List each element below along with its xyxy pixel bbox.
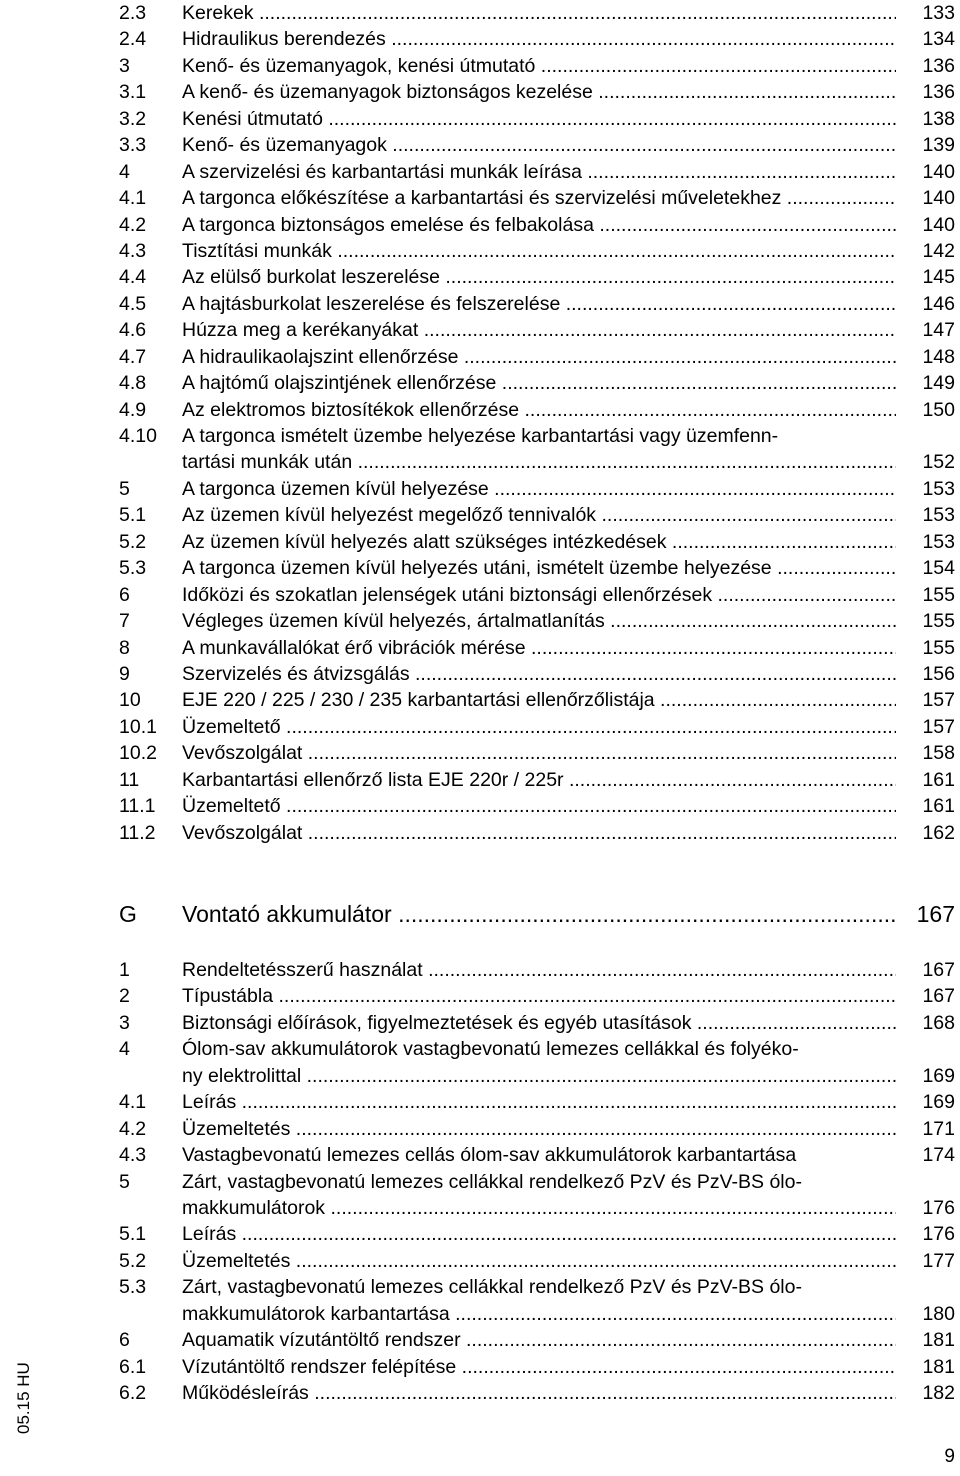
toc-entry-title: A szervizelési és karbantartási munkák leírása .....: [182, 159, 896, 185]
toc-entry-title: A targonca előkészítése a karbantartási és szervizelési műveletekhez .....: [182, 185, 896, 211]
toc-entry[interactable]: [119, 423, 955, 476]
toc-entry[interactable]: [119, 1221, 955, 1247]
toc-entry-number: 10.2: [119, 742, 157, 765]
toc-entry-title: Zárt, vastagbevonatú lemezes cellákkal rendelkező PzV és PzV-BS ólo-: [182, 1276, 802, 1299]
toc-entry[interactable]: [119, 608, 955, 634]
toc-entry-title: Kenési útmutató .....: [182, 106, 896, 132]
toc-entry[interactable]: [119, 159, 955, 185]
toc-entry-page: 167: [922, 985, 955, 1008]
section-number: G: [119, 901, 137, 927]
toc-entry-page: 174: [922, 1144, 955, 1167]
toc-entry[interactable]: [119, 1248, 955, 1274]
toc-entry-title: Üzemeltető .....: [182, 714, 896, 740]
toc-entry-page: 133: [922, 2, 955, 24]
toc-entry-title-continued: ny elektrolittal .....: [182, 1063, 896, 1089]
toc-entry-page: 167: [922, 959, 955, 981]
toc-entry[interactable]: [119, 957, 955, 983]
toc-entry-page: 150: [922, 398, 955, 421]
toc-entry-page: 158: [922, 742, 955, 765]
toc-entry[interactable]: [119, 212, 955, 238]
toc-entry-number: 3.3: [119, 134, 147, 157]
toc-entry-page: 153: [922, 530, 955, 553]
toc-entry-page: 153: [922, 477, 955, 500]
toc-entry-page: 145: [922, 266, 955, 289]
toc-entry[interactable]: [119, 291, 955, 317]
toc-entry-number: 11: [119, 768, 140, 791]
toc-entry[interactable]: [119, 238, 955, 264]
toc-entry-title: Aquamatik vízutántöltő rendszer .....: [182, 1327, 896, 1353]
toc-entry-number: 5.3: [119, 1276, 147, 1299]
toc-list-part1: [119, 0, 955, 846]
toc-entry[interactable]: [119, 1010, 955, 1036]
toc-entry[interactable]: [119, 714, 955, 740]
toc-entry-title: Tisztítási munkák .....: [182, 238, 896, 264]
toc-entry[interactable]: [119, 740, 955, 766]
toc-entry-page: 161: [922, 795, 955, 818]
page-number: 9: [944, 1446, 955, 1467]
toc-entry-number: 5.1: [119, 504, 147, 527]
toc-entry-number: 2.4: [119, 28, 147, 51]
toc-entry[interactable]: [119, 1036, 955, 1089]
toc-section-g[interactable]: [119, 896, 955, 932]
toc-entry-page: 157: [922, 689, 955, 712]
toc-entry-title: A hajtómű olajszintjének ellenőrzése .....: [182, 370, 896, 396]
toc-entry-number: 5.2: [119, 1249, 147, 1272]
toc-entry-title: Leírás .....: [182, 1089, 896, 1115]
toc-entry[interactable]: [119, 264, 955, 290]
toc-entry-number: 3.2: [119, 107, 147, 130]
toc-entry-page: 162: [922, 821, 955, 844]
toc-entry[interactable]: [119, 983, 955, 1009]
toc-entry-title: Kerekek .....: [182, 0, 896, 26]
toc-entry-page: 142: [922, 239, 955, 262]
toc-entry-number: 8: [119, 636, 130, 659]
toc-entry-number: 1: [119, 959, 130, 981]
toc-entry-title: Az üzemen kívül helyezés alatt szükséges intézkedések .....: [182, 529, 896, 555]
toc-entry-page: 180: [922, 1302, 955, 1325]
toc-entry[interactable]: [119, 106, 955, 132]
toc-entry-title: Típustábla .....: [182, 983, 896, 1009]
toc-entry-page: 156: [922, 662, 955, 685]
toc-entry-title: Az elülső burkolat leszerelése .....: [182, 264, 896, 290]
toc-entry[interactable]: [119, 344, 955, 370]
toc-entry[interactable]: [119, 1169, 955, 1222]
toc-entry[interactable]: [119, 635, 955, 661]
toc-entry-title: Időközi és szokatlan jelenségek utáni biztonsági ellenőrzések .....: [182, 582, 896, 608]
toc-entry-number: 6: [119, 1329, 130, 1352]
toc-entry-number: 4.7: [119, 345, 147, 368]
toc-entry-page: 136: [922, 54, 955, 77]
toc-entry-number: 5.1: [119, 1223, 147, 1246]
toc-entry[interactable]: [119, 0, 955, 26]
toc-entry[interactable]: [119, 1327, 955, 1353]
toc-entry[interactable]: [119, 582, 955, 608]
toc-entry-title: Húzza meg a kerékanyákat .....: [182, 317, 896, 343]
toc-entry-title-continued: tartási munkák után .....: [182, 449, 896, 475]
toc-entry-number: 2.3: [119, 2, 147, 24]
toc-entry[interactable]: [119, 476, 955, 502]
toc-entry-title-continued: makkumulátorok .....: [182, 1195, 896, 1221]
toc-entry-number: 6.1: [119, 1355, 147, 1378]
toc-entry-page: 134: [922, 28, 955, 51]
toc-entry[interactable]: [119, 687, 955, 713]
toc-entry-number: 6: [119, 583, 130, 606]
toc-entry-number: 10.1: [119, 715, 157, 738]
toc-entry-page: 182: [922, 1382, 955, 1405]
toc-entry-number: 3.1: [119, 81, 147, 104]
toc-entry-number: 4: [119, 1038, 130, 1061]
toc-entry-page: 181: [922, 1355, 955, 1378]
toc-entry[interactable]: [119, 317, 955, 343]
toc-entry-page: 161: [922, 768, 955, 791]
toc-entry-title-continued: makkumulátorok karbantartása .....: [182, 1301, 896, 1327]
toc-entry-title: Vevőszolgálat .....: [182, 740, 896, 766]
toc-entry-page: 146: [922, 292, 955, 315]
toc-entry[interactable]: [119, 1142, 955, 1168]
toc-entry-number: 11.2: [119, 821, 156, 844]
toc-entry-number: 4.1: [119, 187, 147, 210]
toc-entry-number: 4.3: [119, 239, 147, 262]
toc-entry-title: EJE 220 / 225 / 230 / 235 karbantartási ellenőrzőlistája .....: [182, 687, 896, 713]
toc-entry[interactable]: [119, 53, 955, 79]
toc-entry-number: 4.2: [119, 213, 147, 236]
toc-entry-page: 157: [922, 715, 955, 738]
toc-entry-page: 152: [922, 451, 955, 474]
toc-entry-number: 5: [119, 1170, 130, 1193]
toc-entry[interactable]: [119, 1274, 955, 1327]
toc-entry-title: Kenő- és üzemanyagok, kenési útmutató .....: [182, 53, 896, 79]
toc-entry-number: 4.6: [119, 319, 147, 342]
toc-entry-title: Üzemeltető .....: [182, 793, 896, 819]
toc-entry[interactable]: [119, 661, 955, 687]
toc-entry[interactable]: [119, 26, 955, 52]
toc-entry-number: 6.2: [119, 1382, 147, 1405]
toc-entry[interactable]: [119, 793, 955, 819]
toc-entry-number: 4.10: [119, 425, 157, 447]
toc-entry-page: 176: [922, 1196, 955, 1219]
toc-entry-page: 181: [922, 1329, 955, 1352]
toc-entry-title: A hajtásburkolat leszerelése és felszerelése .....: [182, 291, 896, 317]
toc-entry[interactable]: [119, 820, 955, 846]
toc-entry-page: 168: [922, 1011, 955, 1034]
toc-entry[interactable]: [119, 1380, 955, 1406]
toc-entry-page: 155: [922, 610, 955, 633]
toc-entry[interactable]: [119, 502, 955, 528]
toc-entry[interactable]: [119, 397, 955, 423]
toc-entry-title: A targonca ismételt üzembe helyezése karbantartási vagy üzemfenn-: [182, 425, 779, 447]
toc-entry-number: 2: [119, 985, 130, 1008]
toc-list-part2: [119, 957, 955, 1406]
toc-entry-number: 4.3: [119, 1144, 147, 1167]
toc-entry-number: 7: [119, 610, 130, 633]
toc-entry[interactable]: [119, 185, 955, 211]
toc-entry-title: Hidraulikus berendezés .....: [182, 26, 896, 52]
toc-entry-title: Rendeltetésszerű használat .....: [182, 957, 896, 983]
toc-entry[interactable]: [119, 132, 955, 158]
toc-entry-number: 5.3: [119, 557, 147, 580]
toc-entry-number: 4.2: [119, 1117, 147, 1140]
toc-entry-page: 169: [922, 1091, 955, 1114]
toc-entry-title: Kenő- és üzemanyagok .....: [182, 132, 896, 158]
toc-entry-number: 5: [119, 477, 130, 500]
toc-entry-number: 3: [119, 1011, 130, 1034]
toc-entry[interactable]: [119, 79, 955, 105]
toc-entry-title: Vízutántöltő rendszer felépítése .....: [182, 1354, 896, 1380]
toc-entry-number: 3: [119, 54, 130, 77]
toc-entry-page: 171: [922, 1117, 955, 1140]
toc-entry[interactable]: [119, 370, 955, 396]
toc-entry[interactable]: [119, 1116, 955, 1142]
toc-entry-title: Zárt, vastagbevonatú lemezes cellákkal rendelkező PzV és PzV-BS ólo-: [182, 1170, 802, 1193]
toc-entry[interactable]: [119, 529, 955, 555]
toc-entry-title: Karbantartási ellenőrző lista EJE 220r / 225r .....: [182, 767, 896, 793]
toc-entry-page: 140: [922, 160, 955, 183]
toc-entry[interactable]: [119, 555, 955, 581]
toc-entry-title: Szervizelés és átvizsgálás .....: [182, 661, 896, 687]
toc-entry-title: Üzemeltetés .....: [182, 1248, 896, 1274]
toc-entry-page: 176: [922, 1223, 955, 1246]
toc-entry-page: 153: [922, 504, 955, 527]
toc-entry[interactable]: [119, 767, 955, 793]
toc-entry-title: Működésleírás .....: [182, 1380, 896, 1406]
toc-entry-number: 4: [119, 160, 130, 183]
toc-entry-number: 4.5: [119, 292, 147, 315]
toc-entry-page: 155: [922, 636, 955, 659]
toc-entry-title: A kenő- és üzemanyagok biztonságos kezelése .....: [182, 79, 896, 105]
toc-entry-title: Az elektromos biztosítékok ellenőrzése .....: [182, 397, 896, 423]
toc-entry-title: Az üzemen kívül helyezést megelőző tennivalók .....: [182, 502, 896, 528]
section-page: 167: [916, 901, 955, 927]
toc-entry-title: Vevőszolgálat .....: [182, 820, 896, 846]
toc-entry-title: Ólom-sav akkumulátorok vastagbevonatú lemezes cellákkal és folyéko-: [182, 1038, 799, 1061]
toc-entry-page: 149: [922, 372, 955, 395]
toc-entry[interactable]: [119, 1354, 955, 1380]
toc-entry-title: Vastagbevonatú lemezes cellás ólom-sav akkumulátorok karbantartása: [182, 1144, 797, 1167]
toc-entry-title: Végleges üzemen kívül helyezés, ártalmatlanítás .....: [182, 608, 896, 634]
toc-entry-number: 9: [119, 662, 130, 685]
toc-entry-number: 5.2: [119, 530, 147, 553]
toc-entry-page: 136: [922, 81, 955, 104]
toc-entry-page: 140: [922, 213, 955, 236]
toc-entry-page: 169: [922, 1064, 955, 1087]
toc-entry-page: 154: [922, 557, 955, 580]
document-code: 05.15 HU: [14, 1362, 33, 1434]
toc-entry-page: 139: [922, 134, 955, 157]
toc-entry-number: 10: [119, 689, 141, 712]
toc-entry[interactable]: [119, 1089, 955, 1115]
toc-entry-page: 147: [922, 319, 955, 342]
toc-entry-title: A targonca biztonságos emelése és felbakolása .....: [182, 212, 896, 238]
toc-entry-title: Leírás .....: [182, 1221, 896, 1247]
toc-entry-number: 4.9: [119, 398, 147, 421]
toc-entry-title: A munkavállalókat érő vibrációk mérése .....: [182, 635, 896, 661]
toc-entry-number: 4.4: [119, 266, 147, 289]
toc-entry-title: Biztonsági előírások, figyelmeztetések és egyéb utasítások .....: [182, 1010, 896, 1036]
toc-entry-title: A targonca üzemen kívül helyezése .....: [182, 476, 896, 502]
toc-entry-page: 148: [922, 345, 955, 368]
section-title: Vontató akkumulátor .....: [182, 896, 896, 932]
toc-entry-page: 155: [922, 583, 955, 606]
toc-entry-title: A hidraulikaolajszint ellenőrzése .....: [182, 344, 896, 370]
toc-entry-page: 177: [922, 1249, 955, 1272]
toc-entry-title: Üzemeltetés .....: [182, 1116, 896, 1142]
toc-entry-number: 11.1: [119, 795, 156, 818]
toc-entry-page: 140: [922, 187, 955, 210]
toc-entry-page: 138: [922, 107, 955, 130]
toc-entry-title: A targonca üzemen kívül helyezés utáni, ismételt üzembe helyezése .....: [182, 555, 896, 581]
toc-entry-number: 4.8: [119, 372, 147, 395]
toc-entry-number: 4.1: [119, 1091, 147, 1114]
